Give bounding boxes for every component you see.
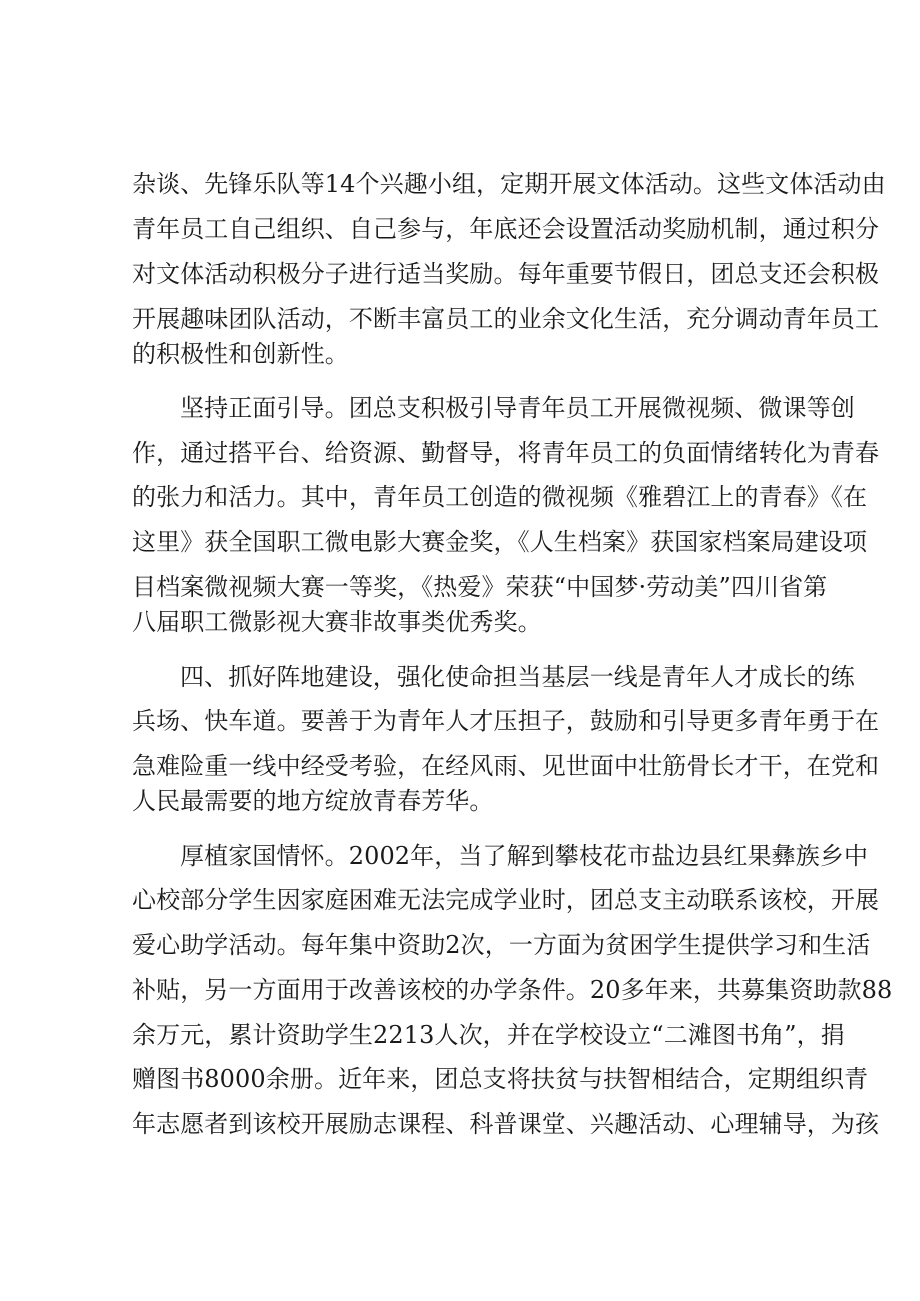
text-line: 人民最需要的地方绽放青春芳华。	[132, 787, 494, 815]
text-line: 兵场、快车道。要善于为青年人才压担子，鼓励和引导更多青年勇于在	[132, 707, 880, 735]
text-line: 余万元，累计资助学生2213人次，并在学校设立“二滩图书角”，捐	[132, 1021, 845, 1049]
text-line: 目档案微视频大赛一等奖，《热爱》荣获“中国梦·劳动美”四川省第	[132, 573, 828, 601]
text-line: 厚植家国情怀。2002年，当了解到攀枝花市盐边县红果彝族乡中	[180, 842, 869, 870]
text-line: 赠图书8000余册。近年来，团总支将扶贫与扶智相结合，定期组织青	[132, 1065, 869, 1093]
text-line: 八届职工微影视大赛非故事类优秀奖。	[132, 608, 542, 636]
text-line: 这里》获全国职工微电影大赛金奖，《人生档案》获国家档案局建设项	[132, 528, 868, 556]
text-line: 青年员工自己组织、自己参与，年底还会设置活动奖励机制，通过积分	[132, 215, 880, 243]
text-line: 补贴，另一方面用于改善该校的办学条件。20多年来，共募集资助款88	[132, 976, 893, 1004]
text-line: 对文体活动积极分子进行适当奖励。每年重要节假日，团总支还会积极	[132, 260, 880, 288]
text-line: 的张力和活力。其中，青年员工创造的微视频《雅碧江上的青春》《在	[132, 483, 868, 511]
text-line: 年志愿者到该校开展励志课程、科普课堂、兴趣活动、心理辅导，为孩	[132, 1110, 880, 1138]
text-line: 心校部分学生因家庭困难无法完成学业时，团总支主动联系该校，开展	[132, 886, 880, 914]
text-line: 杂谈、先锋乐队等14个兴趣小组，定期开展文体活动。这些文体活动由	[132, 170, 886, 198]
text-line: 的积极性和创新性。	[132, 340, 349, 368]
text-line: 坚持正面引导。团总支积极引导青年员工开展微视频、微课等创	[180, 394, 855, 422]
text-line: 开展趣味团队活动，不断丰富员工的业余文化生活，充分调动青年员工	[132, 305, 880, 333]
text-line: 急难险重一线中经受考验，在经风雨、见世面中壮筋骨长才干，在党和	[132, 752, 880, 780]
text-line: 四、抓好阵地建设，强化使命担当基层一线是青年人才成长的练	[180, 663, 855, 691]
text-line: 爱心助学活动。每年集中资助2次，一方面为贫困学生提供学习和生活	[132, 931, 871, 959]
text-line: 作，通过搭平台、给资源、勤督导，将青年员工的负面情绪转化为青春	[132, 439, 880, 467]
